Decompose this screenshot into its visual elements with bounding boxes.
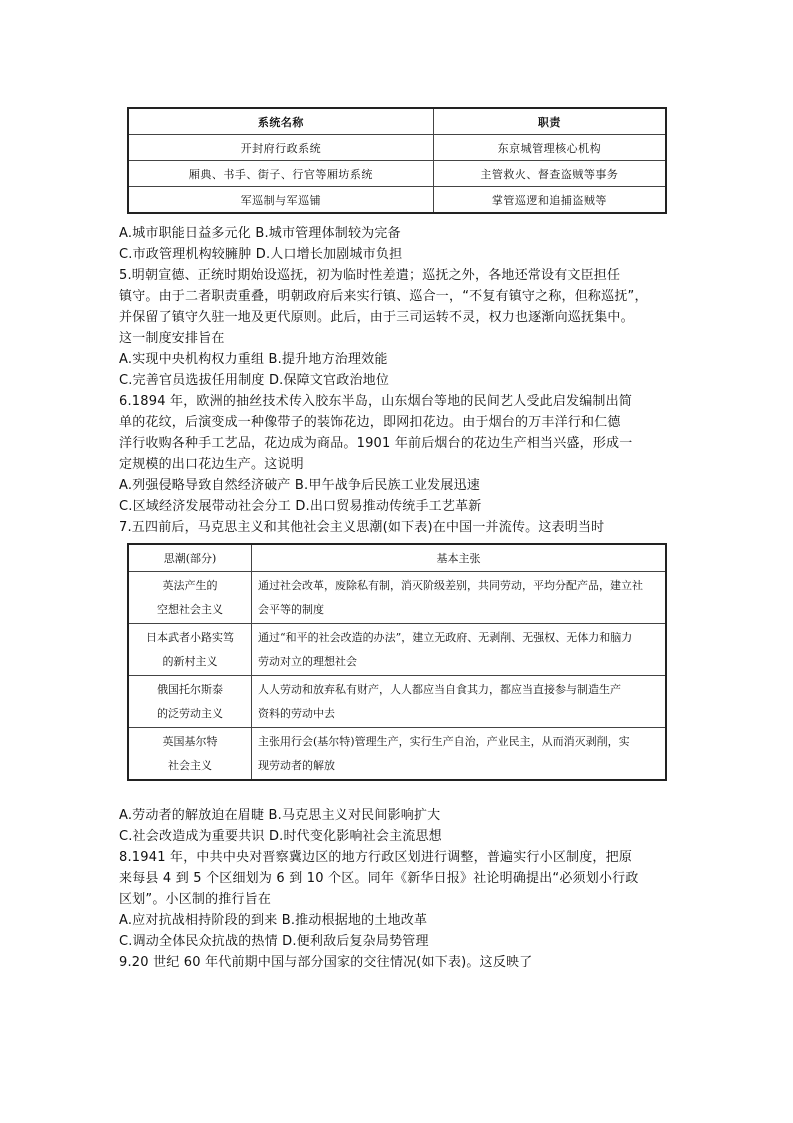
text-line: C.社会改造成为重要共识 D.时代变化影响社会主流思想	[119, 829, 442, 844]
table-row	[128, 572, 666, 624]
text-line: 区划”。小区制的推行旨在	[119, 892, 272, 907]
thought-content-line: 劳动对立的理想社会	[258, 654, 357, 668]
thought-content-cell	[252, 572, 667, 624]
thought-content-line: 人人劳动和放弃私有财产，人人都应当自食其力，都应当直接参与制造生产	[258, 682, 621, 696]
table-header-row	[128, 544, 666, 572]
text-line: 这一制度安排旨在	[119, 331, 225, 346]
table-row	[128, 728, 666, 781]
thought-name-line: 社会主义	[168, 758, 212, 772]
thought-content-cell	[252, 728, 667, 781]
thought-name-line: 空想社会主义	[157, 602, 223, 616]
text-line: 来每县 4 到 5 个区细划为 6 到 10 个区。同年《新华日报》社论明确提出“必须划小行政	[119, 871, 639, 886]
text-line: A.城市职能日益多元化 B.城市管理体制较为完备	[119, 226, 401, 241]
thought-name-line: 英法产生的	[162, 578, 218, 592]
table-cell: 军巡制与军巡铺	[128, 187, 433, 214]
text-line: 8.1941 年，中共中央对晋察冀边区的地方行政区划进行调整，普遍实行小区制度，把原	[119, 850, 633, 865]
table-header-row	[128, 108, 666, 135]
text-line: C.调动全体民众抗战的热情 D.便利敌后复杂局势管理	[119, 934, 429, 949]
text-line: C.市政管理机构较臃肿 D.人口增长加剧城市负担	[119, 247, 403, 262]
table-row	[128, 624, 666, 676]
thought-name-line: 日本武者小路实笃	[146, 630, 234, 644]
thought-name-cell	[128, 572, 252, 624]
thought-content-line: 资料的劳动中去	[258, 706, 335, 720]
text-line: 7.五四前后，马克思主义和其他社会主义思潮(如下表)在中国一并流传。这表明当时	[119, 520, 605, 535]
thought-name-line: 的新村主义	[162, 654, 218, 668]
thought-content-line: 通过“和平的社会改造的办法”，建立无政府、无剥削、无强权、无体力和脑力	[258, 630, 633, 644]
table-cell: 开封府行政系统	[128, 135, 433, 161]
table-header: 职责	[433, 108, 666, 135]
thought-name-line: 俄国托尔斯泰	[157, 682, 223, 696]
text-line: A.劳动者的解放迫在眉睫 B.马克思主义对民间影响扩大	[119, 808, 441, 823]
table-cell: 东京城管理核心机构	[433, 135, 666, 161]
thought-name-line: 的泛劳动主义	[157, 706, 223, 720]
thought-name-line: 英国基尔特	[162, 734, 218, 748]
thought-content-line: 通过社会改革，废除私有制，消灭阶级差别，共同劳动，平均分配产品，建立社	[258, 578, 643, 592]
table-cell: 掌管巡逻和追捕盗贼等	[433, 187, 666, 214]
thought-content-line: 现劳动者的解放	[258, 758, 335, 772]
thought-name-cell	[128, 624, 252, 676]
table-cell: 厢典、书手、街子、行官等厢坊系统	[128, 161, 433, 187]
text-line: A.列强侵略导致自然经济破产 B.甲午战争后民族工业发展迅速	[119, 478, 480, 493]
socialist-thought-table	[127, 543, 667, 781]
text-line: 洋行收购各种手工艺品，花边成为商品。1901 年前后烟台的花边生产相当兴盛，形成一	[119, 436, 633, 451]
thought-name-cell	[128, 676, 252, 728]
table-cell: 主管救火、督查盗贼等事务	[433, 161, 666, 187]
text-line: 镇守。由于二者职责重叠，明朝政府后来实行镇、巡合一，“不复有镇守之称，但称巡抚”，	[119, 289, 648, 304]
thought-content-line: 主张用行会(基尔特)管理生产，实行生产自治，产业民主，从而消灭剥削，实	[258, 734, 630, 748]
table-row	[128, 135, 666, 161]
table-header: 系统名称	[128, 108, 433, 135]
text-line: 并保留了镇守久驻一地及更代原则。此后，由于三司运转不灵，权力也逐渐向巡抚集中。	[119, 310, 634, 325]
thought-name-cell	[128, 728, 252, 781]
text-line: C.区域经济发展带动社会分工 D.出口贸易推动传统手工艺革新	[119, 499, 482, 514]
text-line: C.完善官员选拔任用制度 D.保障文官政治地位	[119, 373, 390, 388]
table-header: 思潮(部分)	[128, 544, 252, 572]
thought-content-cell	[252, 676, 667, 728]
table-header: 基本主张	[252, 544, 667, 572]
text-line: 5.明朝宣德、正统时期始设巡抚，初为临时性差遣；巡抚之外，各地还常设有文臣担任	[119, 268, 621, 283]
text-line: 6.1894 年，欧洲的抽丝技术传入胶东半岛，山东烟台等地的民间艺人受此启发编制出简	[119, 394, 633, 409]
table-row	[128, 161, 666, 187]
text-line: 9.20 世纪 60 年代前期中国与部分国家的交往情况(如下表)。这反映了	[119, 955, 533, 970]
text-line: A.实现中央机构权力重组 B.提升地方治理效能	[119, 352, 388, 367]
city-admin-table	[127, 107, 667, 214]
text-line: 定规模的出口花边生产。这说明	[119, 457, 304, 472]
text-line: A.应对抗战相持阶段的到来 B.推动根据地的土地改革	[119, 913, 428, 928]
table-row	[128, 676, 666, 728]
thought-content-cell	[252, 624, 667, 676]
thought-content-line: 会平等的制度	[258, 602, 324, 616]
table-row	[128, 187, 666, 214]
text-line: 单的花纹，后演变成一种像带子的装饰花边，即网扣花边。由于烟台的万丰洋行和仁德	[119, 415, 621, 430]
